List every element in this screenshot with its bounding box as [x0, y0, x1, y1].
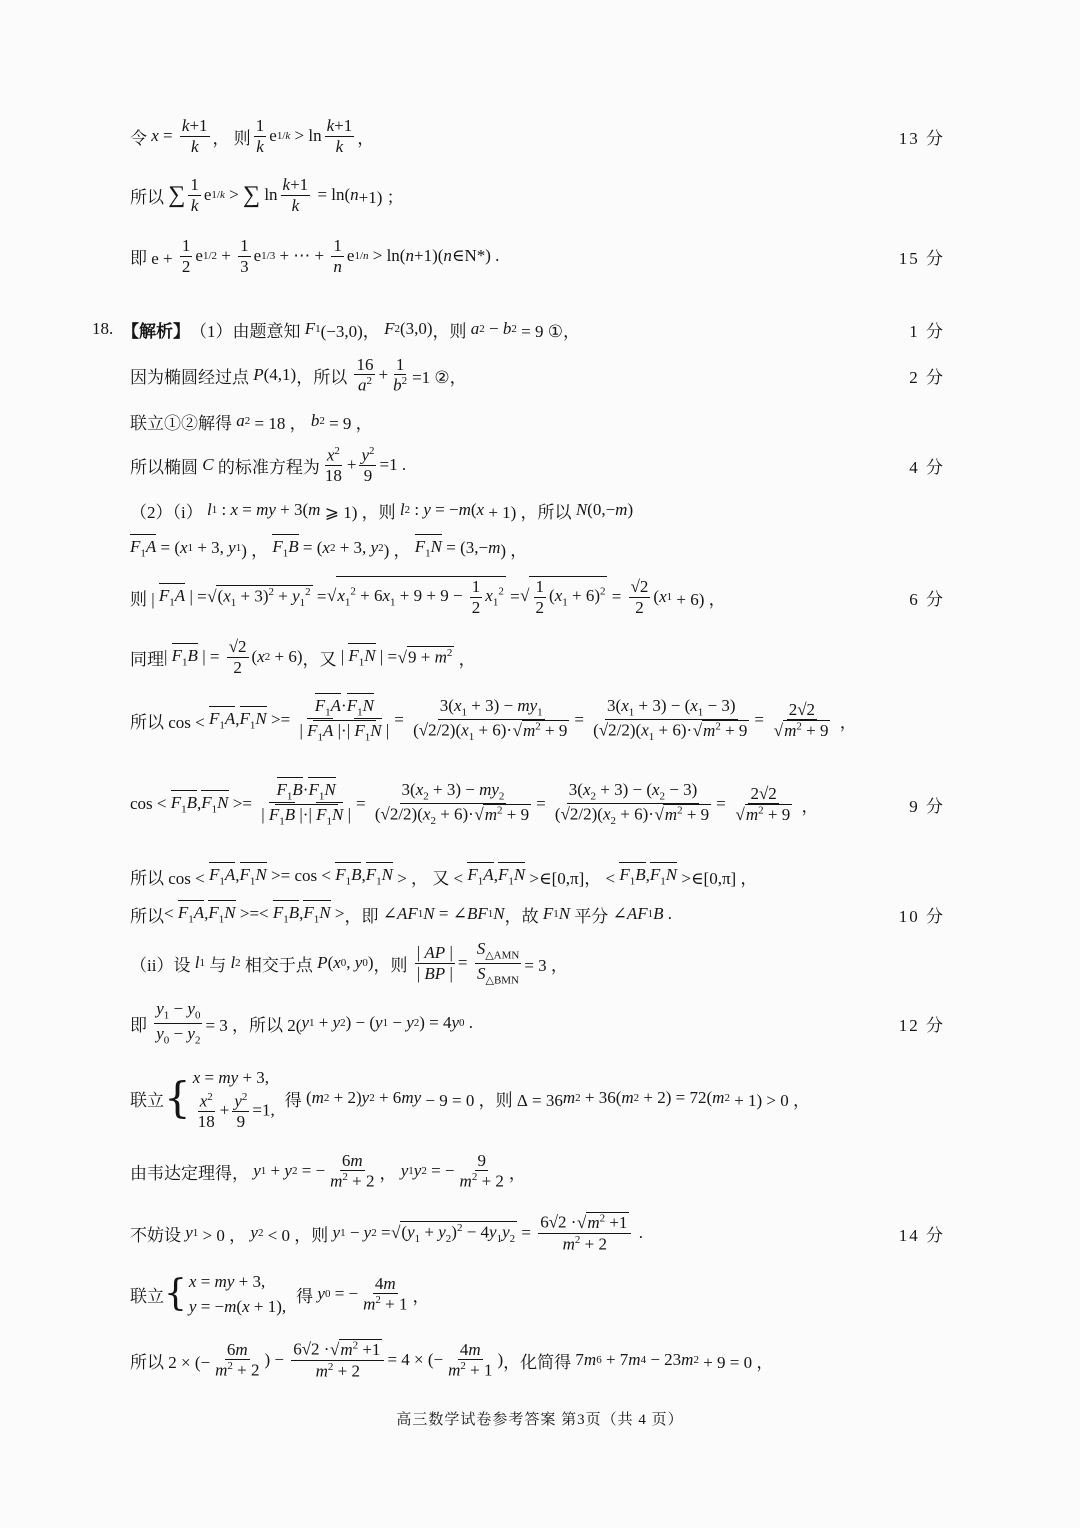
score-label: 12 分 [898, 1015, 945, 1035]
line-content: 联立 { x = my + 3, y = −m(x + 1), 得 y 0 = − $\frac{4m}{m^2 + 1}$ ， [130, 1269, 430, 1320]
solution-line-20 [0, 1208, 1080, 1258]
text-span: ，所以 [296, 367, 348, 387]
solution-line-7 [0, 442, 1080, 488]
solution-line-19 [0, 1146, 1080, 1196]
line-content: 所以 2 × (− $\frac{6m}{m^2 + 2}$ ) − $\frac{6√2 \cdot √ m^2 +1}{m^2 + 2}$ = 4 × (− $\frac{4m}{m^2 + 1}$ ) ，化简得 7 m 6 + 7 m 4 − 23 m 2 + 9 = 0 ， [130, 1339, 773, 1380]
line-content: 所以椭圆 C 的标准方程为 $\frac{x^2}{18}$ + $\frac{y^2}{9}$ =1 . [130, 444, 407, 485]
part-label: （2）（i） [130, 502, 203, 522]
solution-line-8 [0, 496, 1080, 524]
text-span: 联立 [130, 1090, 164, 1110]
text-span: 不妨设 [130, 1225, 181, 1245]
score-label: 15 分 [898, 248, 945, 268]
text-span: ，化简得 [503, 1352, 572, 1372]
text-span: （ii）设 [130, 955, 191, 975]
line-content: 同理 | $F_1B$ | = $\frac{√2}{2}$ ( x 2 + 6) ，又 | $F_1N$ | = √ $9 + m^2$ ， [130, 637, 476, 677]
line-content: 所以 ∑ $\frac{1}{k}$ e 1/k > ∑ ln $\frac{k+1}{k}$ = ln( n +1) ； [130, 174, 404, 215]
brace-icon: { [164, 1073, 191, 1122]
line-content: 则 | $F_1A$ | = √ $(x_1 + 3)^2 + y_1^2$ = √ $x_1^2 + 6x_1 + 9 + 9$ − $\frac{1}{2}$ $x_1^2$ = √ $\frac{1}{2}$ $(x_1 + 6)^2$ = $\frac{√2}{2}$ ( x 1 + 6) ， [130, 576, 726, 617]
line-content: 所以 < $F_1A$ , $F_1N$ >=< $F_1B$ , $F_1N$ > ，即 ∠ AF 1 N = ∠ BF 1 N ，故 F 1 N 平分 ∠ AF 1 B . [130, 902, 672, 926]
solution-line-21 [0, 1268, 1080, 1320]
text-span: 由韦达定理得， [130, 1163, 249, 1183]
text-span: 所以 [130, 906, 164, 926]
line-content: $F_1A$ = ( x 1 + 3, y 1 ) ， $F_1B$ = ( x 2 + 3, y 2 ) ， $F_1N$ = (3,− m ) ， [130, 536, 528, 560]
line-content: 所以 cos < $F_1A$ , $F_1N$ >= cos < $F_1B$ , $F_1N$ > ， 又 < $F_1A$ , $F_1N$ >∈[0,π]， < $F_1B$ , $F_1N$ >∈[0,π] ， [130, 864, 758, 888]
text-span: ，又 [302, 649, 337, 669]
line-content: 令 x = $\frac{k+1}{k}$ ， 则 $\frac{1}{k}$ e 1/k > ln $\frac{k+1}{k}$ ， [130, 115, 375, 156]
page-footer: 高三数学试卷参考答案 第3页（共 4 页） [396, 1412, 684, 1428]
text-span: 因为椭圆经过点 [130, 367, 249, 387]
text-span: ，故 [504, 906, 539, 926]
line-content: 联立①②解得 a 2 = 18 ， b 2 = 9 ， [130, 409, 373, 434]
solution-line-14 [0, 862, 1080, 890]
line-content: 因为椭圆经过点 P (4,1) ，所以 $\frac{16}{a^2}$ + $\frac{1}{b^2}$ =1 ②， [130, 354, 467, 395]
line-content: 所以 cos < $F_1A$ , $F_1N$ >= $\frac{F_1A\cdot F_1N}{| F_1A |\cdot| F_1N |}$ = $\frac{3(x_1 + 3) - my_1}{(√2/2)(x_1 + 6)\cdot √ m^2 + 9}$ = $\frac{3(x_1 + 3) - (x_1 - 3)}{(√2/2)(x_1 + 6)\cdot √ m^2 + 9}$ = 2√2 √ $m^2 + 9$ ， [130, 696, 857, 744]
solution-line-5 [0, 352, 1080, 398]
solution-line-22 [0, 1334, 1080, 1386]
text-span: 与 [209, 955, 227, 975]
text-span: 得 [284, 1090, 302, 1110]
solution-line-1 [0, 112, 1080, 160]
text-span: ，则 [373, 955, 408, 975]
solution-line-2 [0, 170, 1080, 220]
line-content: cos < $F_1B$ , $F_1N$ >= $\frac{F_1B\cdot F_1N}{| F_1B |\cdot| F_1N |}$ = $\frac{3(x_2 + 3) - my_2}{(√2/2)(x_2 + 6)\cdot √ m^2 + 9}$ = $\frac{3(x_2 + 3) - (x_2 - 3)}{(√2/2)(x_2 + 6)\cdot √ m^2 + 9}$ = 2√2 √ $m^2 + 9$ ， [130, 780, 818, 828]
solution-line-13 [0, 774, 1080, 834]
solution-line-4 [0, 314, 1080, 344]
text-span: 的标准方程为 [217, 457, 320, 477]
score-label: 10 分 [898, 906, 945, 926]
solution-line-15 [0, 900, 1080, 928]
brace-icon: { [164, 1273, 187, 1314]
score-label: 6 分 [909, 589, 945, 609]
text-span: 即 [130, 1015, 147, 1035]
line-content: （ii）设 l 1 与 l 2 相交于点 P ( x 0 , y 0 ) ，则 $\frac{| AP |}{| BP |}$ = $\frac{S_{\triangle AMN}}{S_{\triangle BMN}}$ = 3 ， [130, 939, 568, 986]
text-span: 所以椭圆 [130, 457, 198, 477]
score-label: 13 分 [898, 128, 945, 148]
solution-line-3 [0, 232, 1080, 280]
text-span: 得 [296, 1286, 314, 1306]
solution-line-9 [0, 534, 1080, 562]
text-span: 相交于点 [244, 955, 313, 975]
line-content: （2）（i） l 1 : x = my + 3( m ⩾ 1) ，则 l 2 : y = − m ( x + 1) ，所以 N (0,− m ) [130, 498, 633, 523]
line-content: 不妨设 y 1 > 0 ， y 2 < 0 ，则 y 1 − y 2 = √ $(y_1 + y_2)^2 - 4y_1y_2$ = $\frac{6√2 \cdot √ m^2 +1}{m^2 + 2}$ . [130, 1212, 643, 1253]
line-content: 联立 { x = my + 3, $\frac{x^2}{18}$ + $\frac{y^2}{9}$ =1, 得 ( m 2 + 2) y 2 + 6 my − 9 = 0 ，则 Δ = 36 m 2 + 36( m 2 + 2) = 72( m 2 + 1) > 0 ， [130, 1064, 810, 1132]
solution-line-18 [0, 1060, 1080, 1136]
solution-line-12 [0, 690, 1080, 750]
solution-line-11 [0, 632, 1080, 682]
score-label: 14 分 [898, 1225, 945, 1245]
text-span: 由题意知 [232, 321, 301, 341]
line-content: 由韦达定理得， y 1 + y 2 = − $\frac{6m}{m^2 + 2}$ ， y 1 y 2 = − $\frac{9}{m^2 + 2}$ ， [130, 1150, 526, 1191]
equation-system: x = my + 3, $\frac{x^2}{18}$ + $\frac{y^2}{9}$ =1, [192, 1068, 275, 1132]
text-span: 联立 [130, 1286, 164, 1306]
solution-line-6 [0, 406, 1080, 436]
score-label: 4 分 [909, 457, 945, 477]
score-label: 2 分 [909, 367, 945, 387]
text-span: 平分 [574, 906, 609, 926]
text-span: 联立①②解得 [130, 413, 232, 433]
line-content: 即 e + $\frac{1}{2}$ e 1/2 + $\frac{1}{3}$ e 1/3 + ⋯ + $\frac{1}{n}$ e 1/n > ln( n +1)( n ∈N*) . [130, 235, 500, 276]
line-content: 即 $\frac{y_1 - y_0}{y_0 - y_2}$ = 3 ，所以 2( y 1 + y 2 ) − ( y 1 − y 2 ) = 4 y 0 . [130, 999, 474, 1046]
analysis-head: 【解析】 [122, 321, 190, 341]
line-content: 【解析】 （1） 由题意知 F 1 (−3,0)， F 2 (3,0) ，则 a 2 − b 2 = 9 ①， [122, 317, 580, 342]
score-label: 9 分 [909, 796, 945, 816]
solution-line-16 [0, 938, 1080, 988]
text-span: 同理 [130, 649, 164, 669]
score-label: 1 分 [909, 321, 945, 341]
text-span: ，则 [432, 321, 467, 341]
text-span: ，即 [344, 906, 379, 926]
equation-system: x = my + 3, y = −m(x + 1), [188, 1271, 287, 1316]
solution-line-10 [0, 572, 1080, 622]
part-label: （1） [190, 321, 233, 341]
problem-number: 18. [92, 319, 114, 338]
solution-line-17 [0, 998, 1080, 1048]
